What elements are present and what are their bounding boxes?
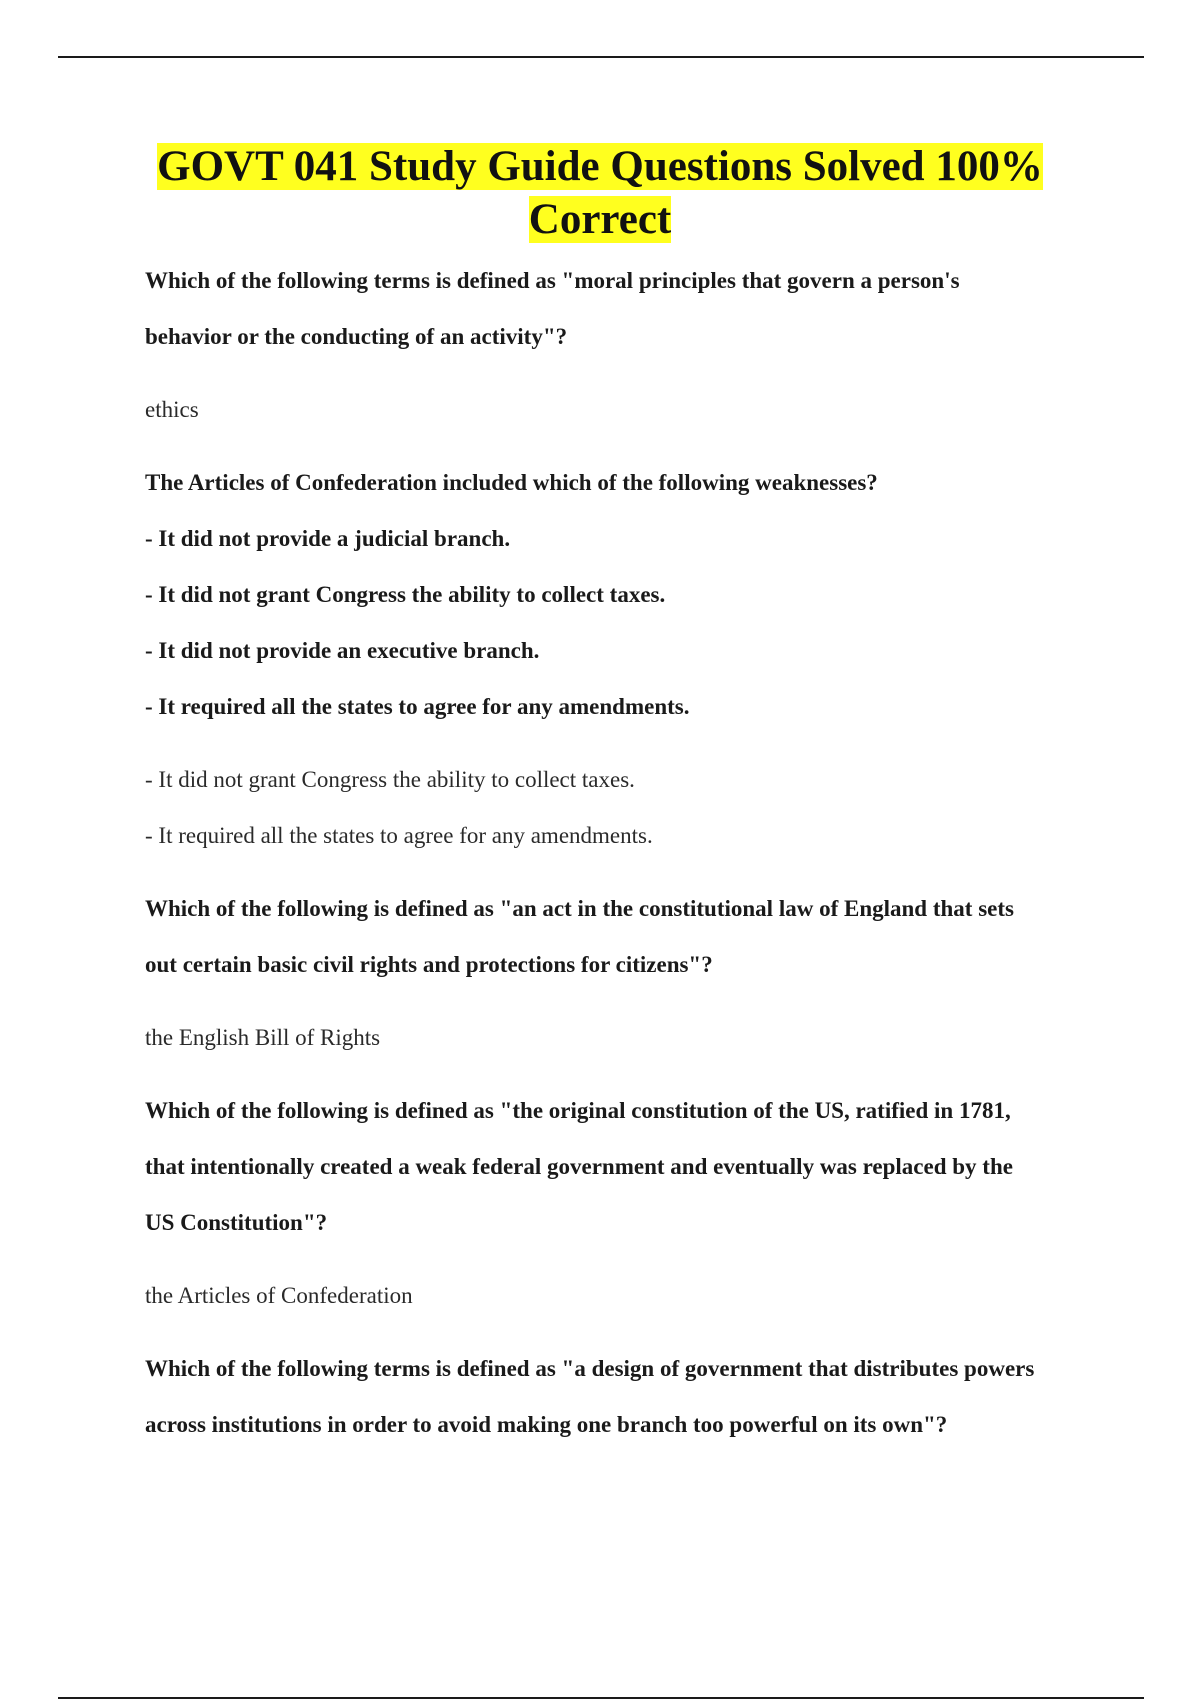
- question-line: Which of the following is defined as "an act in the constitutional law of England that sets: [145, 896, 1014, 921]
- title-line-2: Correct: [528, 196, 672, 243]
- document-title: [60, 140, 1140, 246]
- question-line: behavior or the conducting of an activity"?: [145, 324, 568, 349]
- question-line: across institutions in order to avoid making one branch too powerful on its own"?: [145, 1412, 948, 1437]
- option-line: - It did not provide an executive branch.: [145, 638, 540, 663]
- answer-line: ethics: [145, 397, 199, 422]
- question-line: Which of the following terms is defined as "moral principles that govern a person's: [145, 268, 960, 293]
- option-line: - It did not provide a judicial branch.: [145, 526, 511, 551]
- qa-item: [145, 455, 1095, 864]
- option-line: - It did not grant Congress the ability to collect taxes.: [145, 582, 666, 607]
- title-line-1: GOVT 041 Study Guide Questions Solved 100%: [157, 143, 1043, 190]
- option-line: - It required all the states to agree for any amendments.: [145, 694, 690, 719]
- answer-line: the English Bill of Rights: [145, 1025, 381, 1050]
- answer-line: - It did not grant Congress the ability to collect taxes.: [145, 767, 635, 792]
- qa-item: [145, 881, 1095, 1066]
- question-line: Which of the following terms is defined as "a design of government that distributes powers: [145, 1356, 1035, 1381]
- question-line: that intentionally created a weak federal government and eventually was replaced by the: [145, 1154, 1013, 1179]
- qa-item: [145, 253, 1095, 438]
- question-line: out certain basic civil rights and protections for citizens"?: [145, 952, 713, 977]
- answer-line: the Articles of Confederation: [145, 1283, 413, 1308]
- qa-item: [145, 1341, 1095, 1453]
- answer-line: - It required all the states to agree for any amendments.: [145, 823, 653, 848]
- question-line: US Constitution"?: [145, 1210, 328, 1235]
- question-line: Which of the following is defined as "the original constitution of the US, ratified in 1781,: [145, 1098, 1011, 1123]
- question-line: The Articles of Confederation included which of the following weaknesses?: [145, 470, 878, 495]
- qa-item: [145, 1083, 1095, 1324]
- qa-list: [145, 253, 1095, 1453]
- bottom-rule: [58, 1697, 1144, 1699]
- top-rule: [58, 56, 1144, 58]
